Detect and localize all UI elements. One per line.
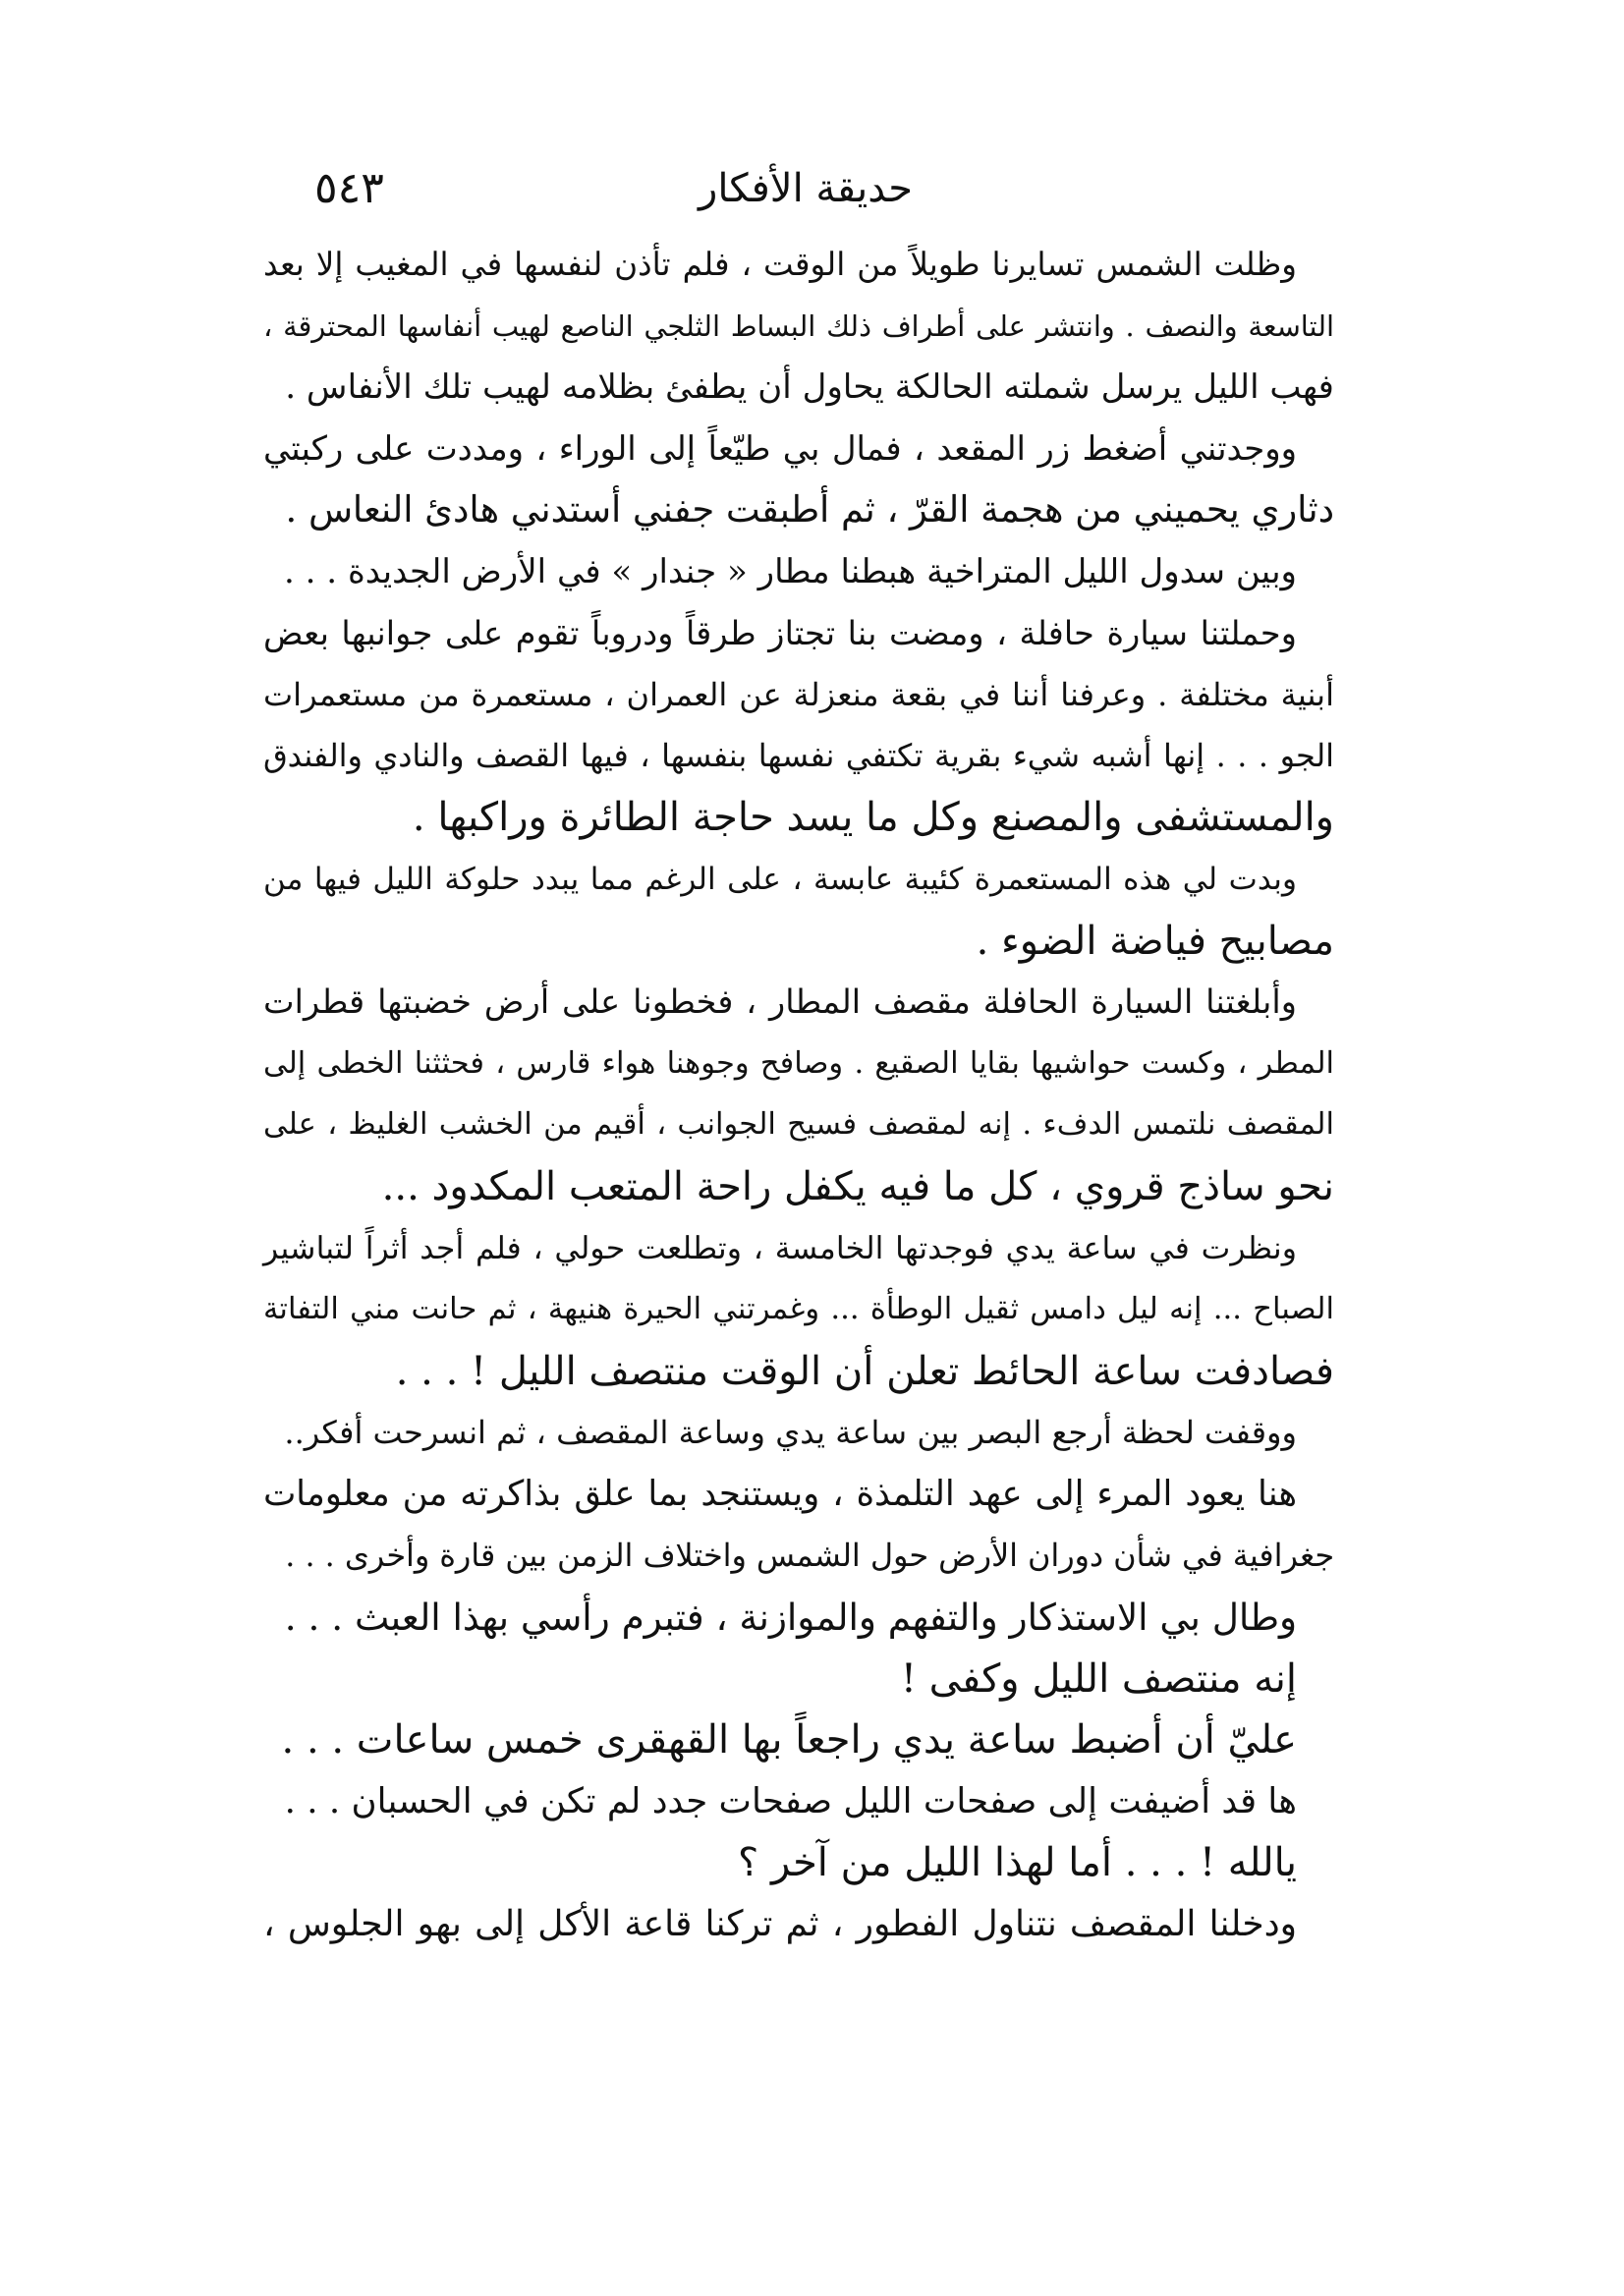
text-line: مصابيح فياضة الضوء . xyxy=(976,918,1334,964)
text-line: وأبلغتنا السيارة الحافلة مقصف المطار ، فخطونا على أرض خضبتها قطرات xyxy=(263,982,1297,1022)
running-title: حديقة الأفكار xyxy=(699,166,913,211)
text-line: ووجدتني أضغط زر المقعد ، فمال بي طيّعاً إلى الوراء ، ومددت على ركبتي xyxy=(263,428,1297,468)
text-line: فصادفت ساعة الحائط تعلن أن الوقت منتصف الليل ! . . . xyxy=(395,1348,1334,1394)
text-line: وظلت الشمس تسايرنا طويلاً من الوقت ، فلم تأذن لنفسها في المغيب إلا بعد xyxy=(263,246,1297,283)
text-line: عليّ أن أضبط ساعة يدي راجعاً بها القهقرى خمس ساعات . . . xyxy=(281,1717,1297,1764)
text-line: أبنية مختلفة . وعرفنا أننا في بقعة منعزلة عن العمران ، مستعمرة من مستعمرات xyxy=(263,676,1334,714)
text-line: وبدت لي هذه المستعمرة كئيبة عابسة ، على الرغم مما يبدد حلوكة الليل فيها من xyxy=(263,861,1297,897)
text-line: وطال بي الاستذكار والتفهم والموازنة ، فتبرم رأسي بهذا العبث . . . xyxy=(284,1596,1297,1640)
text-line: إنه منتصف الليل وكفى ! xyxy=(900,1655,1297,1702)
text-line: ودخلنا المقصف نتناول الفطور ، ثم تركنا قاعة الأكل إلى بهو الجلوس ، xyxy=(263,1904,1297,1945)
text-line: الصباح ... إنه ليل دامس ثقيل الوطأة ... وغمرتني الحيرة هنيهة ، ثم حانت مني التفاتة xyxy=(263,1292,1334,1327)
text-line: دثاري يحميني من هجمة القرّ ، ثم أطبقت جفني أستدني هادئ النعاس . xyxy=(285,488,1334,532)
text-line: جغرافية في شأن دوران الأرض حول الشمس واختلاف الزمن بين قارة وأخرى . . . xyxy=(285,1537,1334,1575)
page-number: ٥٤٣ xyxy=(314,163,384,213)
text-line: المقصف نلتمس الدفء . إنه لمقصف فسيح الجوانب ، أقيم من الخشب الغليظ ، على xyxy=(263,1107,1334,1143)
text-line: ونظرت في ساعة يدي فوجدتها الخامسة ، وتطلعت حولي ، فلم أجد أثراً لتباشير xyxy=(263,1230,1297,1266)
text-line: يالله ! . . . أما لهذا الليل من آخر ؟ xyxy=(738,1840,1297,1886)
text-line: نحو ساذج قروي ، كل ما فيه يكفل راحة المتعب المكدود ... xyxy=(381,1163,1334,1209)
text-line: ها قد أضيفت إلى صفحات الليل صفحات جدد لم تكن في الحسبان . . . xyxy=(284,1780,1297,1821)
text-line: وبين سدول الليل المتراخية هبطنا مطار « جندار » في الأرض الجديدة . . . xyxy=(284,551,1297,591)
body-text xyxy=(263,234,1334,1956)
text-line: التاسعة والنصف . وانتشر على أطراف ذلك البساط الثلجي الناصع لهيب أنفاسها المحترقة ، xyxy=(263,308,1334,343)
text-line: ووقفت لحظة أرجع البصر بين ساعة يدي وساعة المقصف ، ثم انسرحت أفكر.. xyxy=(284,1414,1297,1452)
text-line: هنا يعود المرء إلى عهد التلمذة ، ويستنجد بما علق بذاكرته من معلومات xyxy=(263,1473,1297,1514)
text-line: المطر ، وكست حواشيها بقايا الصقيع . وصافح وجوهنا هواء قارس ، فحثثنا الخطى إلى xyxy=(263,1045,1334,1081)
text-line: وحملتنا سيارة حافلة ، ومضت بنا تجتاز طرقاً ودروباً تقوم على جوانبها بعض xyxy=(263,613,1297,652)
text-line: الجو . . . إنها أشبه شيء بقرية تكتفي نفسها بنفسها ، فيها القصف والنادي والفندق xyxy=(263,738,1334,774)
running-header xyxy=(314,159,1297,218)
text-line: والمستشفى والمصنع وكل ما يسد حاجة الطائرة وراكبها . xyxy=(412,795,1334,841)
text-line: فهب الليل يرسل شملته الحالكة يحاول أن يطفئ بظلامه لهيب تلك الأنفاس . xyxy=(285,367,1334,408)
